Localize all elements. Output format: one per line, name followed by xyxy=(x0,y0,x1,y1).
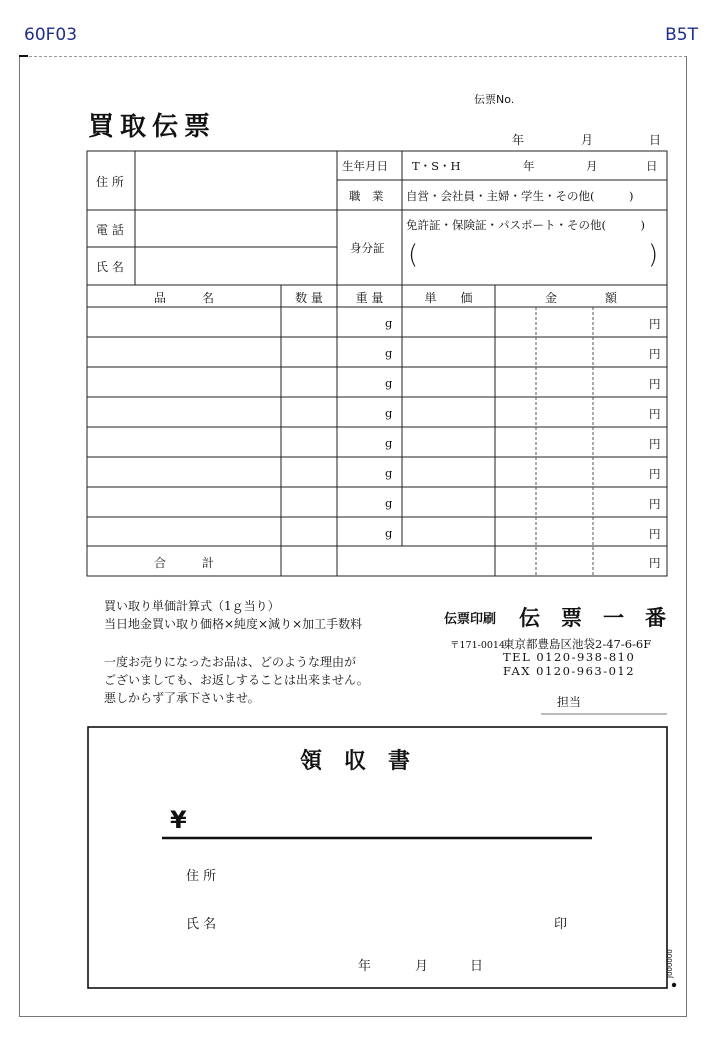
yen-unit: 円 xyxy=(649,347,661,361)
staff-label: 担当 xyxy=(557,695,582,709)
table-row xyxy=(0,367,720,397)
address-label: 住 所 xyxy=(96,175,124,189)
yen-unit: 円 xyxy=(649,437,661,451)
birth-month-label: 月 xyxy=(586,159,598,173)
col-header-amount: 金 額 xyxy=(544,291,617,305)
table-row xyxy=(0,397,720,427)
birth-year-label: 年 xyxy=(523,159,535,173)
phone-label: 電 話 xyxy=(96,223,124,237)
company-name: 伝 票 一 番 xyxy=(519,606,666,630)
occupation-label: 職 業 xyxy=(349,189,384,203)
yen-unit: 円 xyxy=(649,377,661,391)
birthdate-label: 生年月日 xyxy=(342,159,388,173)
table-row xyxy=(0,427,720,457)
policy-line-2: ございましても、お返しすることは出来ません。 xyxy=(104,673,369,687)
table-row xyxy=(0,517,720,546)
weight-unit: g xyxy=(385,376,393,390)
company-tel: TEL 0120-938-810 xyxy=(503,650,636,664)
policy-line-3: 悪しからず了承下さいませ。 xyxy=(104,691,260,705)
slip-date-month: 月 xyxy=(581,133,594,147)
receipt-address-label: 住 所 xyxy=(186,869,217,884)
id-paren-close: ) xyxy=(648,240,659,270)
table-row xyxy=(0,337,720,367)
weight-unit: g xyxy=(385,346,393,360)
yen-unit: 円 xyxy=(649,317,661,331)
receipt-year-label: 年 xyxy=(358,959,372,974)
weight-unit: g xyxy=(385,526,393,540)
col-header-item-name: 品 名 xyxy=(153,291,214,305)
weight-unit: g xyxy=(385,406,393,420)
weight-unit: g xyxy=(385,466,393,480)
policy-line-1: 一度お売りになったお品は、どのような理由が xyxy=(104,655,357,669)
col-header-weight: 重 量 xyxy=(355,291,384,305)
amount-field[interactable] xyxy=(200,800,590,836)
receipt-month-label: 月 xyxy=(415,959,429,974)
company-label: 伝票印刷 xyxy=(444,612,497,627)
id-label: 身分証 xyxy=(350,241,385,255)
slip-date-day: 日 xyxy=(649,133,662,147)
yen-sign: ¥ xyxy=(170,806,187,834)
receipt-title: 領 収 書 xyxy=(300,749,411,774)
col-header-unit-price: 単 価 xyxy=(424,291,473,305)
name-field[interactable] xyxy=(136,248,336,284)
formula-title: 買い取り単価計算式（1ｇ当り） xyxy=(104,599,280,613)
table-row xyxy=(0,487,720,517)
form-code: 60F03 xyxy=(24,25,78,45)
occupation-options: 自営・会社員・主婦・学生・その他( ) xyxy=(406,189,634,203)
yen-unit: 円 xyxy=(649,467,661,481)
yen-unit: 円 xyxy=(649,497,661,511)
seal-label: 印 xyxy=(554,917,568,932)
col-header-quantity: 数 量 xyxy=(295,291,323,305)
slip-date-year: 年 xyxy=(512,133,525,147)
company-fax: FAX 0120-963-012 xyxy=(503,664,636,678)
receipt-name-label: 氏 名 xyxy=(186,917,217,932)
paper-size: B5T xyxy=(665,25,698,45)
total-yen-unit: 円 xyxy=(649,556,661,570)
yen-unit: 円 xyxy=(649,527,661,541)
table-row xyxy=(0,307,720,337)
weight-unit: g xyxy=(385,316,393,330)
company-zip: 〒171-0014 xyxy=(450,640,506,651)
birth-day-label: 日 xyxy=(646,159,658,173)
total-label: 合 計 xyxy=(153,556,214,570)
receipt-code: J000000 xyxy=(666,949,674,978)
name-label: 氏 名 xyxy=(96,260,124,274)
formula-text: 当日地金買い取り価格×純度×減り×加工手数料 xyxy=(104,617,363,631)
slip-number-label: 伝票No. xyxy=(474,93,515,106)
birth-era-options: T・S・H xyxy=(412,159,461,173)
id-options: 免許証・保険証・パスポート・その他( ) xyxy=(406,218,645,232)
weight-unit: g xyxy=(385,436,393,450)
phone-field[interactable] xyxy=(136,211,336,246)
slip-title: 買取伝票 xyxy=(88,112,217,142)
staff-field[interactable] xyxy=(585,688,667,712)
id-paren-open: ( xyxy=(408,240,419,270)
weight-unit: g xyxy=(385,496,393,510)
address-field[interactable] xyxy=(136,152,336,209)
table-row xyxy=(0,457,720,487)
yen-unit: 円 xyxy=(649,407,661,421)
receipt-day-label: 日 xyxy=(470,959,484,974)
company-address: 東京都豊島区池袋2-47-6-6F xyxy=(503,637,652,651)
